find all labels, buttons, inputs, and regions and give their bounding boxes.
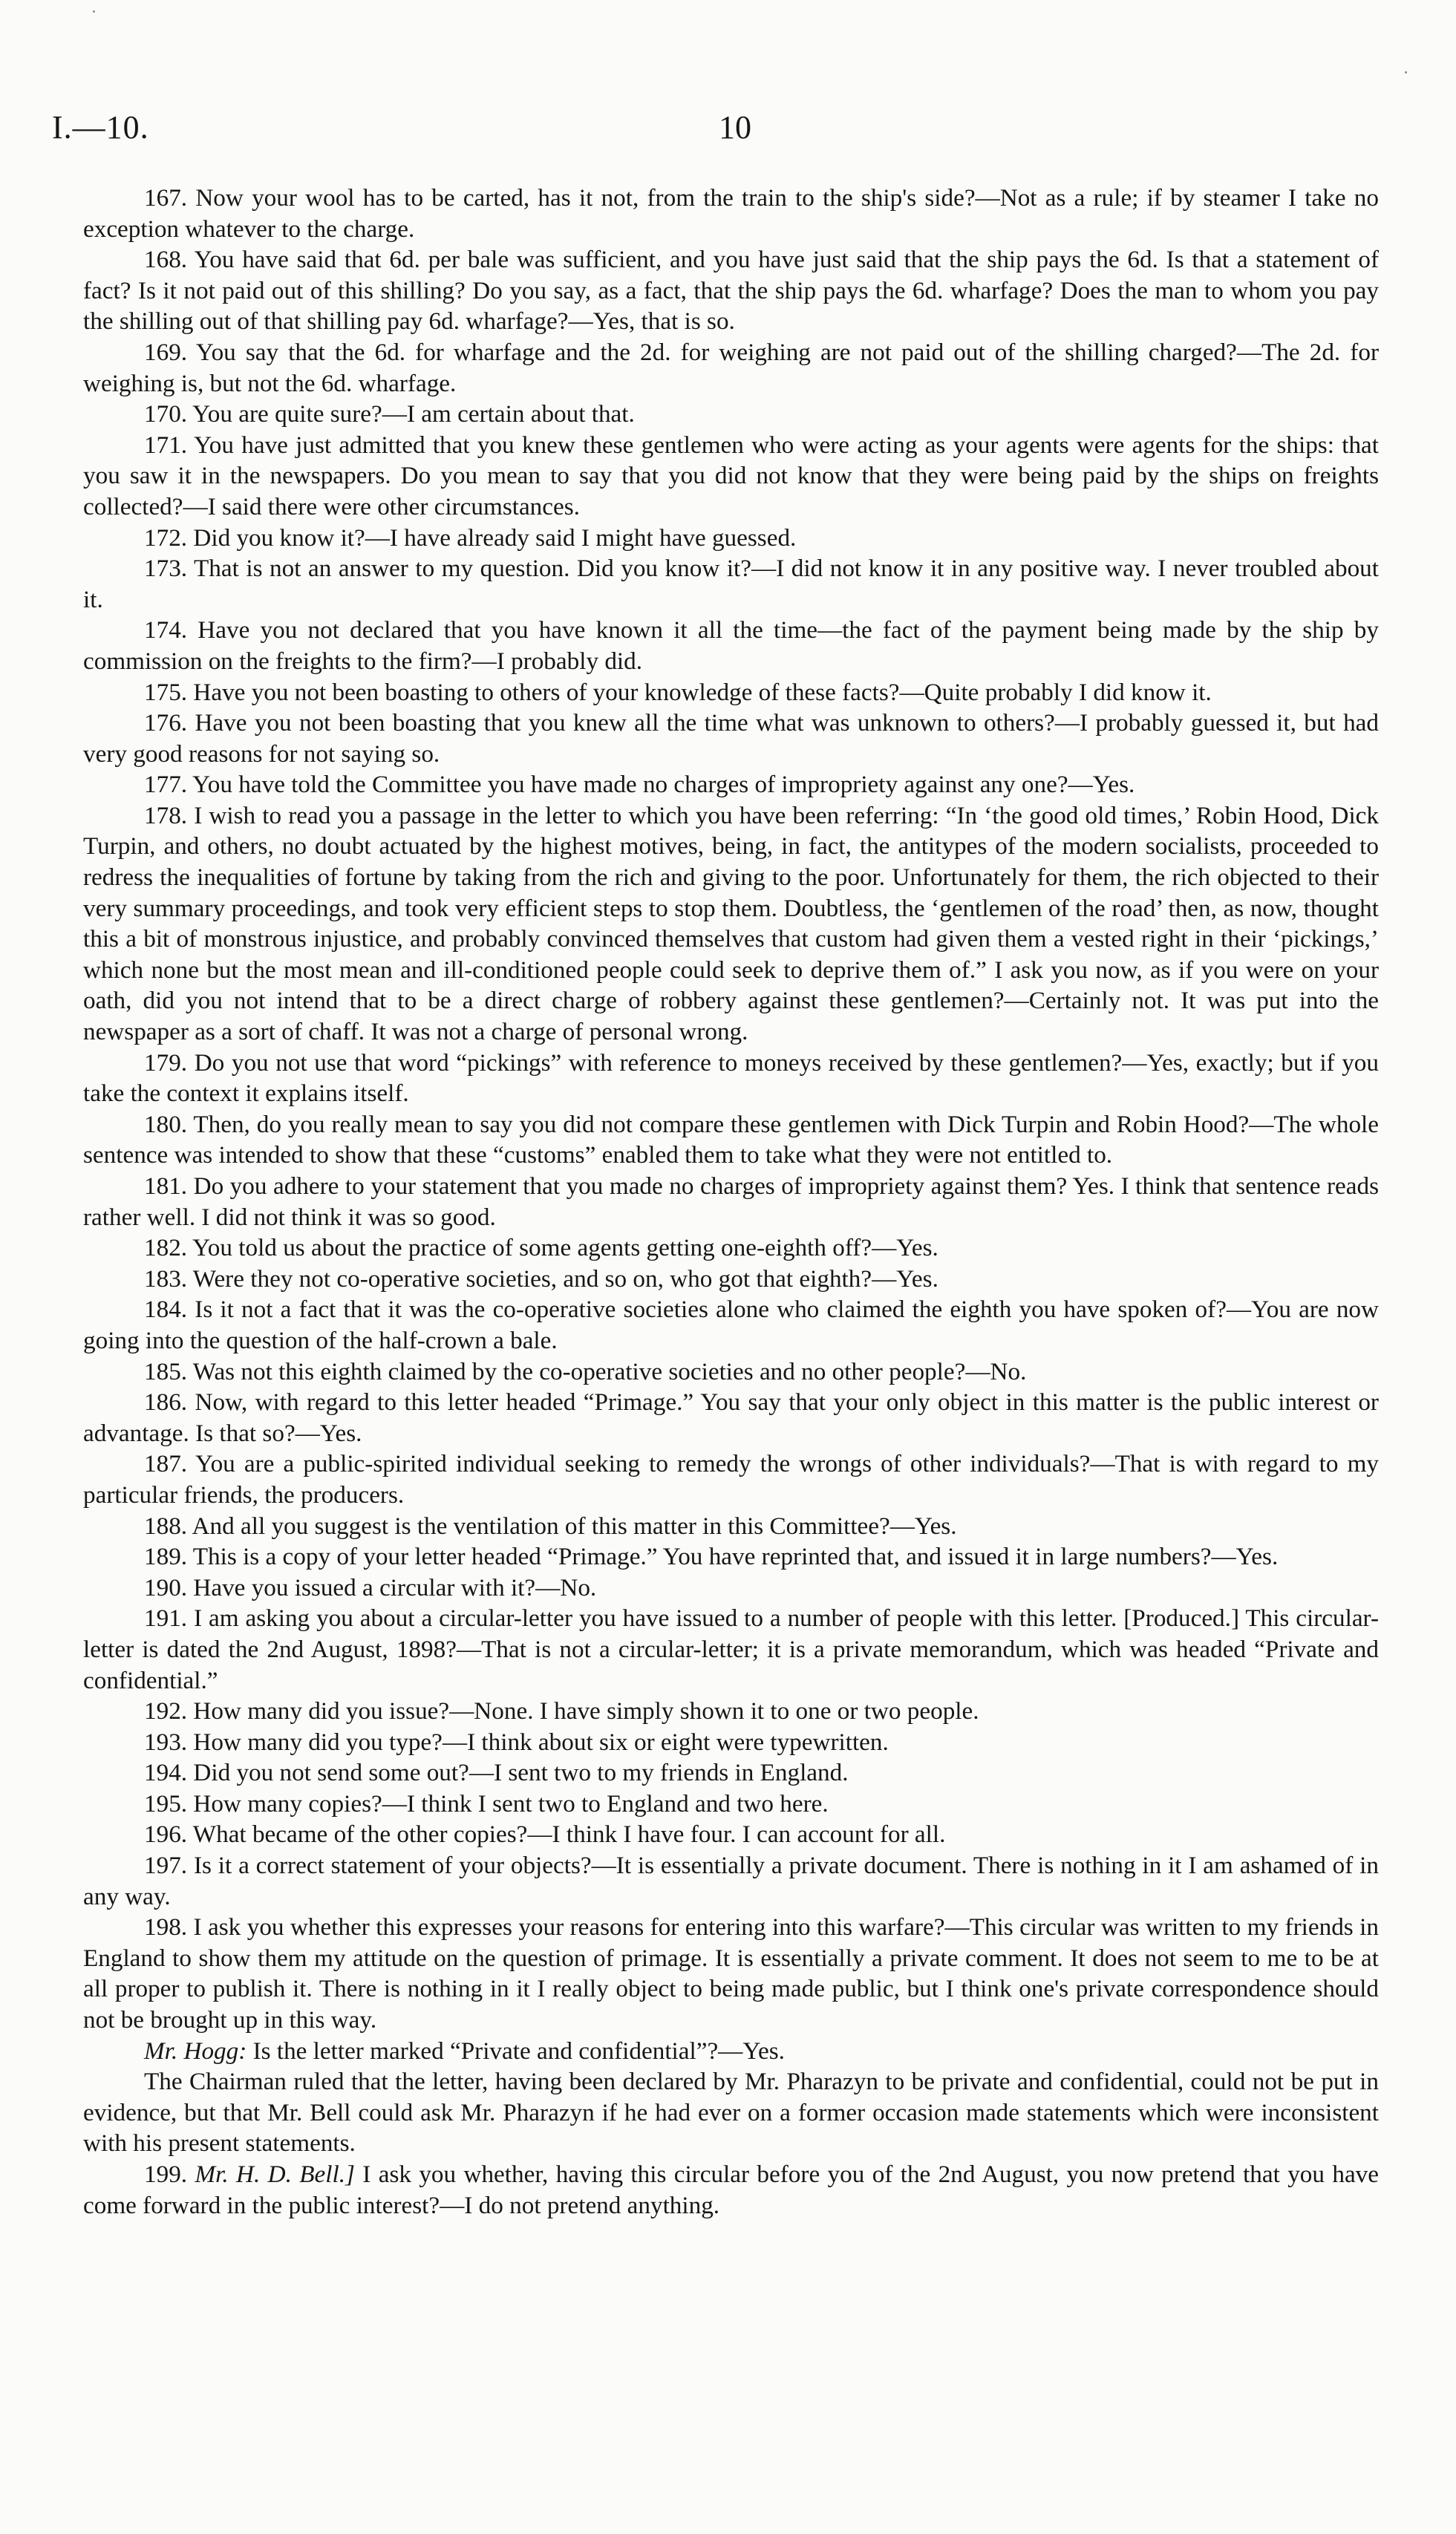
transcript-paragraph — [83, 615, 1379, 676]
transcript-paragraph — [83, 1048, 1379, 1109]
paragraph-text: 192. How many did you issue?—None. I have simply shown it to one or two people. — [144, 1697, 979, 1725]
transcript-paragraph — [83, 523, 1379, 554]
transcript-paragraph — [83, 1573, 1379, 1604]
paragraph-text: 170. You are quite sure?—I am certain about that. — [144, 400, 635, 428]
paragraph-text: 187. You are a public-spirited individual seeking to remedy the wrongs of other individuals?—That is with regard to my particular friends, the producers. — [83, 1450, 1379, 1509]
transcript-paragraph — [83, 1696, 1379, 1727]
transcript-paragraph — [83, 553, 1379, 615]
paragraph-text: 175. Have you not been boasting to others of your knowledge of these facts?—Quite probably I did know it. — [144, 678, 1212, 706]
paragraph-text: 188. And all you suggest is the ventilation of this matter in this Committee?—Yes. — [144, 1512, 957, 1540]
transcript-paragraph — [83, 244, 1379, 337]
paragraph-text: 190. Have you issued a circular with it?—No. — [144, 1573, 597, 1601]
transcript-paragraph — [83, 1449, 1379, 1510]
evidence-transcript — [83, 183, 1379, 2221]
paragraph-text: 193. How many did you type?—I think about six or eight were typewritten. — [144, 1728, 889, 1756]
transcript-paragraph — [83, 430, 1379, 523]
transcript-paragraph — [83, 677, 1379, 708]
paragraph-text: I ask you whether, having this circular before you of the 2nd August, you now pretend that you have come forward in the public interest?—I do not pretend anything. — [83, 2161, 1380, 2219]
transcript-paragraph — [83, 2036, 1379, 2067]
paragraph-text: 180. Then, do you really mean to say you did not compare these gentlemen with Dick Turpin and Robin Hood?—The whole sentence was intended to show that these “customs” enabled them to take what they were not entitled to. — [83, 1110, 1379, 1169]
paragraph-text: 194. Did you not send some out?—I sent two to my friends in England. — [144, 1759, 849, 1787]
transcript-paragraph — [83, 1109, 1379, 1171]
paragraph-text: 197. Is it a correct statement of your objects?—It is essentially a private document. There is nothing in it I am ashamed of in any way. — [83, 1852, 1379, 1910]
question-number: 199. — [144, 2161, 195, 2188]
paper-speck — [1405, 71, 1407, 74]
paragraph-text: 198. I ask you whether this expresses your reasons for entering into this warfare?—This circular was written to my friends in England to show them my attitude on the question of primage. It is essentially a private comment. It does not seem to me to be at all proper to publish it. There is nothing in it I really object to being made public, but I think one's private correspondence should not be brought up in this way. — [83, 1913, 1379, 2034]
transcript-paragraph — [83, 1727, 1379, 1758]
paragraph-text: 183. Were they not co-operative societies, and so on, who got that eighth?—Yes. — [144, 1264, 938, 1293]
paragraph-text: 173. That is not an answer to my question. Did you know it?—I did not know it in any positive way. I never troubled about it. — [83, 555, 1379, 613]
paragraph-text: The Chairman ruled that the letter, having been declared by Mr. Pharazyn to be private and confidential, could not be put in evidence, but that Mr. Bell could ask Mr. Pharazyn if he had ever on a former occasion made statements which were inconsistent with his present statements. — [83, 2068, 1379, 2158]
transcript-paragraph — [83, 1603, 1379, 1696]
transcript-paragraph — [83, 1387, 1379, 1449]
paragraph-text: 169. You say that the 6d. for wharfage and the 2d. for weighing are not paid out of the shilling charged?—The 2d. for weighing is, but not the 6d. wharfage. — [83, 338, 1379, 397]
transcript-paragraph — [83, 399, 1379, 430]
transcript-paragraph — [83, 2159, 1379, 2221]
transcript-paragraph — [83, 769, 1379, 800]
transcript-paragraph — [83, 1541, 1379, 1573]
paragraph-text: Is the letter marked “Private and confidential”?—Yes. — [247, 2037, 785, 2065]
paragraph-text: 179. Do you not use that word “pickings” with reference to moneys received by these gentlemen?—Yes, exactly; but if you take the context it explains itself. — [83, 1048, 1379, 1108]
page-header — [52, 108, 1403, 153]
paragraph-text: 178. I wish to read you a passage in the letter to which you have been referring: “In ‘the good old times,’ Robin Hood, Dick Turpin, and others, no doubt actuated by the highest motives, being, in fact, the antitypes of the modern socialists, proceeded to redress the inequalities of fortune by taking from the rich and giving to the poor. Unfortunately for them, the rich objected to their very summary proceedings, and took very efficient steps to stop them. Doubtless, the ‘gentlemen of the road’ then, as now, thought this a bit of monstrous injustice, and probably convinced themselves that custom had given them a vested right in their ‘pickings,’ which none but the most mean and ill-conditioned people could seek to deprive them of.” I ask you now, as if you were on your oath, did you not intend that to be a direct charge of robbery against these gentlemen?—Certainly not. It was put into the newspaper as a sort of chaff. It was not a charge of personal wrong. — [83, 801, 1379, 1046]
transcript-paragraph — [83, 1789, 1379, 1820]
paragraph-text: 184. Is it not a fact that it was the co-operative societies alone who claimed the eighth you have spoken of?—You are now going into the question of the half-crown a bale. — [83, 1296, 1379, 1354]
paragraph-text: 171. You have just admitted that you knew these gentlemen who were acting as your agents were agents for the ships: that you saw it in the newspapers. Do you mean to say that you did not know that they were being paid by the ships on freights collected?—I said there were other circumstances. — [83, 431, 1379, 520]
transcript-paragraph — [83, 2066, 1379, 2159]
transcript-paragraph — [83, 1850, 1379, 1912]
transcript-paragraph — [83, 1511, 1379, 1542]
paragraph-text: 172. Did you know it?—I have already said I might have guessed. — [144, 523, 797, 552]
page-number: 10 — [719, 109, 751, 146]
transcript-paragraph — [83, 337, 1379, 399]
speaker-name: Mr. H. D. Bell.] — [195, 2161, 355, 2188]
paragraph-text: 176. Have you not been boasting that you knew all the time what was unknown to others?—I probably guessed it, but had very good reasons for not saying so. — [83, 709, 1379, 768]
transcript-paragraph — [83, 708, 1379, 769]
paragraph-text: 174. Have you not declared that you have known it all the time—the fact of the payment being made by the ship by commission on the freights to the firm?—I probably did. — [83, 616, 1379, 675]
transcript-paragraph — [83, 183, 1379, 244]
document-reference: I.—10. — [52, 109, 149, 146]
transcript-paragraph — [83, 1819, 1379, 1850]
paragraph-text: 167. Now your wool has to be carted, has it not, from the train to the ship's side?—Not as a rule; if by steamer I take no exception whatever to the charge. — [83, 184, 1379, 243]
transcript-paragraph — [83, 1232, 1379, 1264]
transcript-paragraph — [83, 1356, 1379, 1388]
transcript-paragraph — [83, 1294, 1379, 1356]
paragraph-text: 195. How many copies?—I think I sent two to England and two here. — [144, 1789, 829, 1818]
paragraph-text: 181. Do you adhere to your statement that you made no charges of impropriety against them? Yes. I think that sentence reads rather well. I did not think it was so good. — [83, 1172, 1379, 1231]
paragraph-text: 196. What became of the other copies?—I think I have four. I can account for all. — [144, 1821, 946, 1849]
paragraph-text: 168. You have said that 6d. per bale was sufficient, and you have just said that the ship pays the 6d. Is that a statement of fact? Is it not paid out of this shilling? Do you say, as a fact, that the ship pays the 6d. wharfage? Does the man to whom you pay the shilling out of that shilling pay 6d. wharfage?—Yes, that is so. — [83, 246, 1379, 336]
paragraph-text: 177. You have told the Committee you have made no charges of impropriety against any one?—Yes. — [144, 771, 1135, 799]
paragraph-text: 189. This is a copy of your letter headed “Primage.” You have reprinted that, and issued it in large numbers?—Yes. — [144, 1543, 1279, 1571]
paragraph-text: 185. Was not this eighth claimed by the co-operative societies and no other people?—No. — [144, 1357, 1027, 1385]
transcript-paragraph — [83, 1171, 1379, 1232]
speaker-name: Mr. Hogg: — [144, 2037, 247, 2065]
paragraph-text: 182. You told us about the practice of some agents getting one-eighth off?—Yes. — [144, 1234, 938, 1262]
transcript-paragraph — [83, 1264, 1379, 1295]
paper-speck — [93, 10, 95, 13]
paragraph-text: 191. I am asking you about a circular-letter you have issued to a number of people with this letter. [Produced.] This circular-letter is dated the 2nd August, 1898?—That is not a circular-letter; it is a private memorandum, which was headed “Private and confidential.” — [83, 1604, 1379, 1694]
paragraph-text: 186. Now, with regard to this letter headed “Primage.” You say that your only object in this matter is the public interest or advantage. Is that so?—Yes. — [83, 1388, 1379, 1447]
transcript-paragraph — [83, 1912, 1379, 2035]
transcript-paragraph — [83, 1757, 1379, 1789]
transcript-paragraph — [83, 800, 1379, 1048]
